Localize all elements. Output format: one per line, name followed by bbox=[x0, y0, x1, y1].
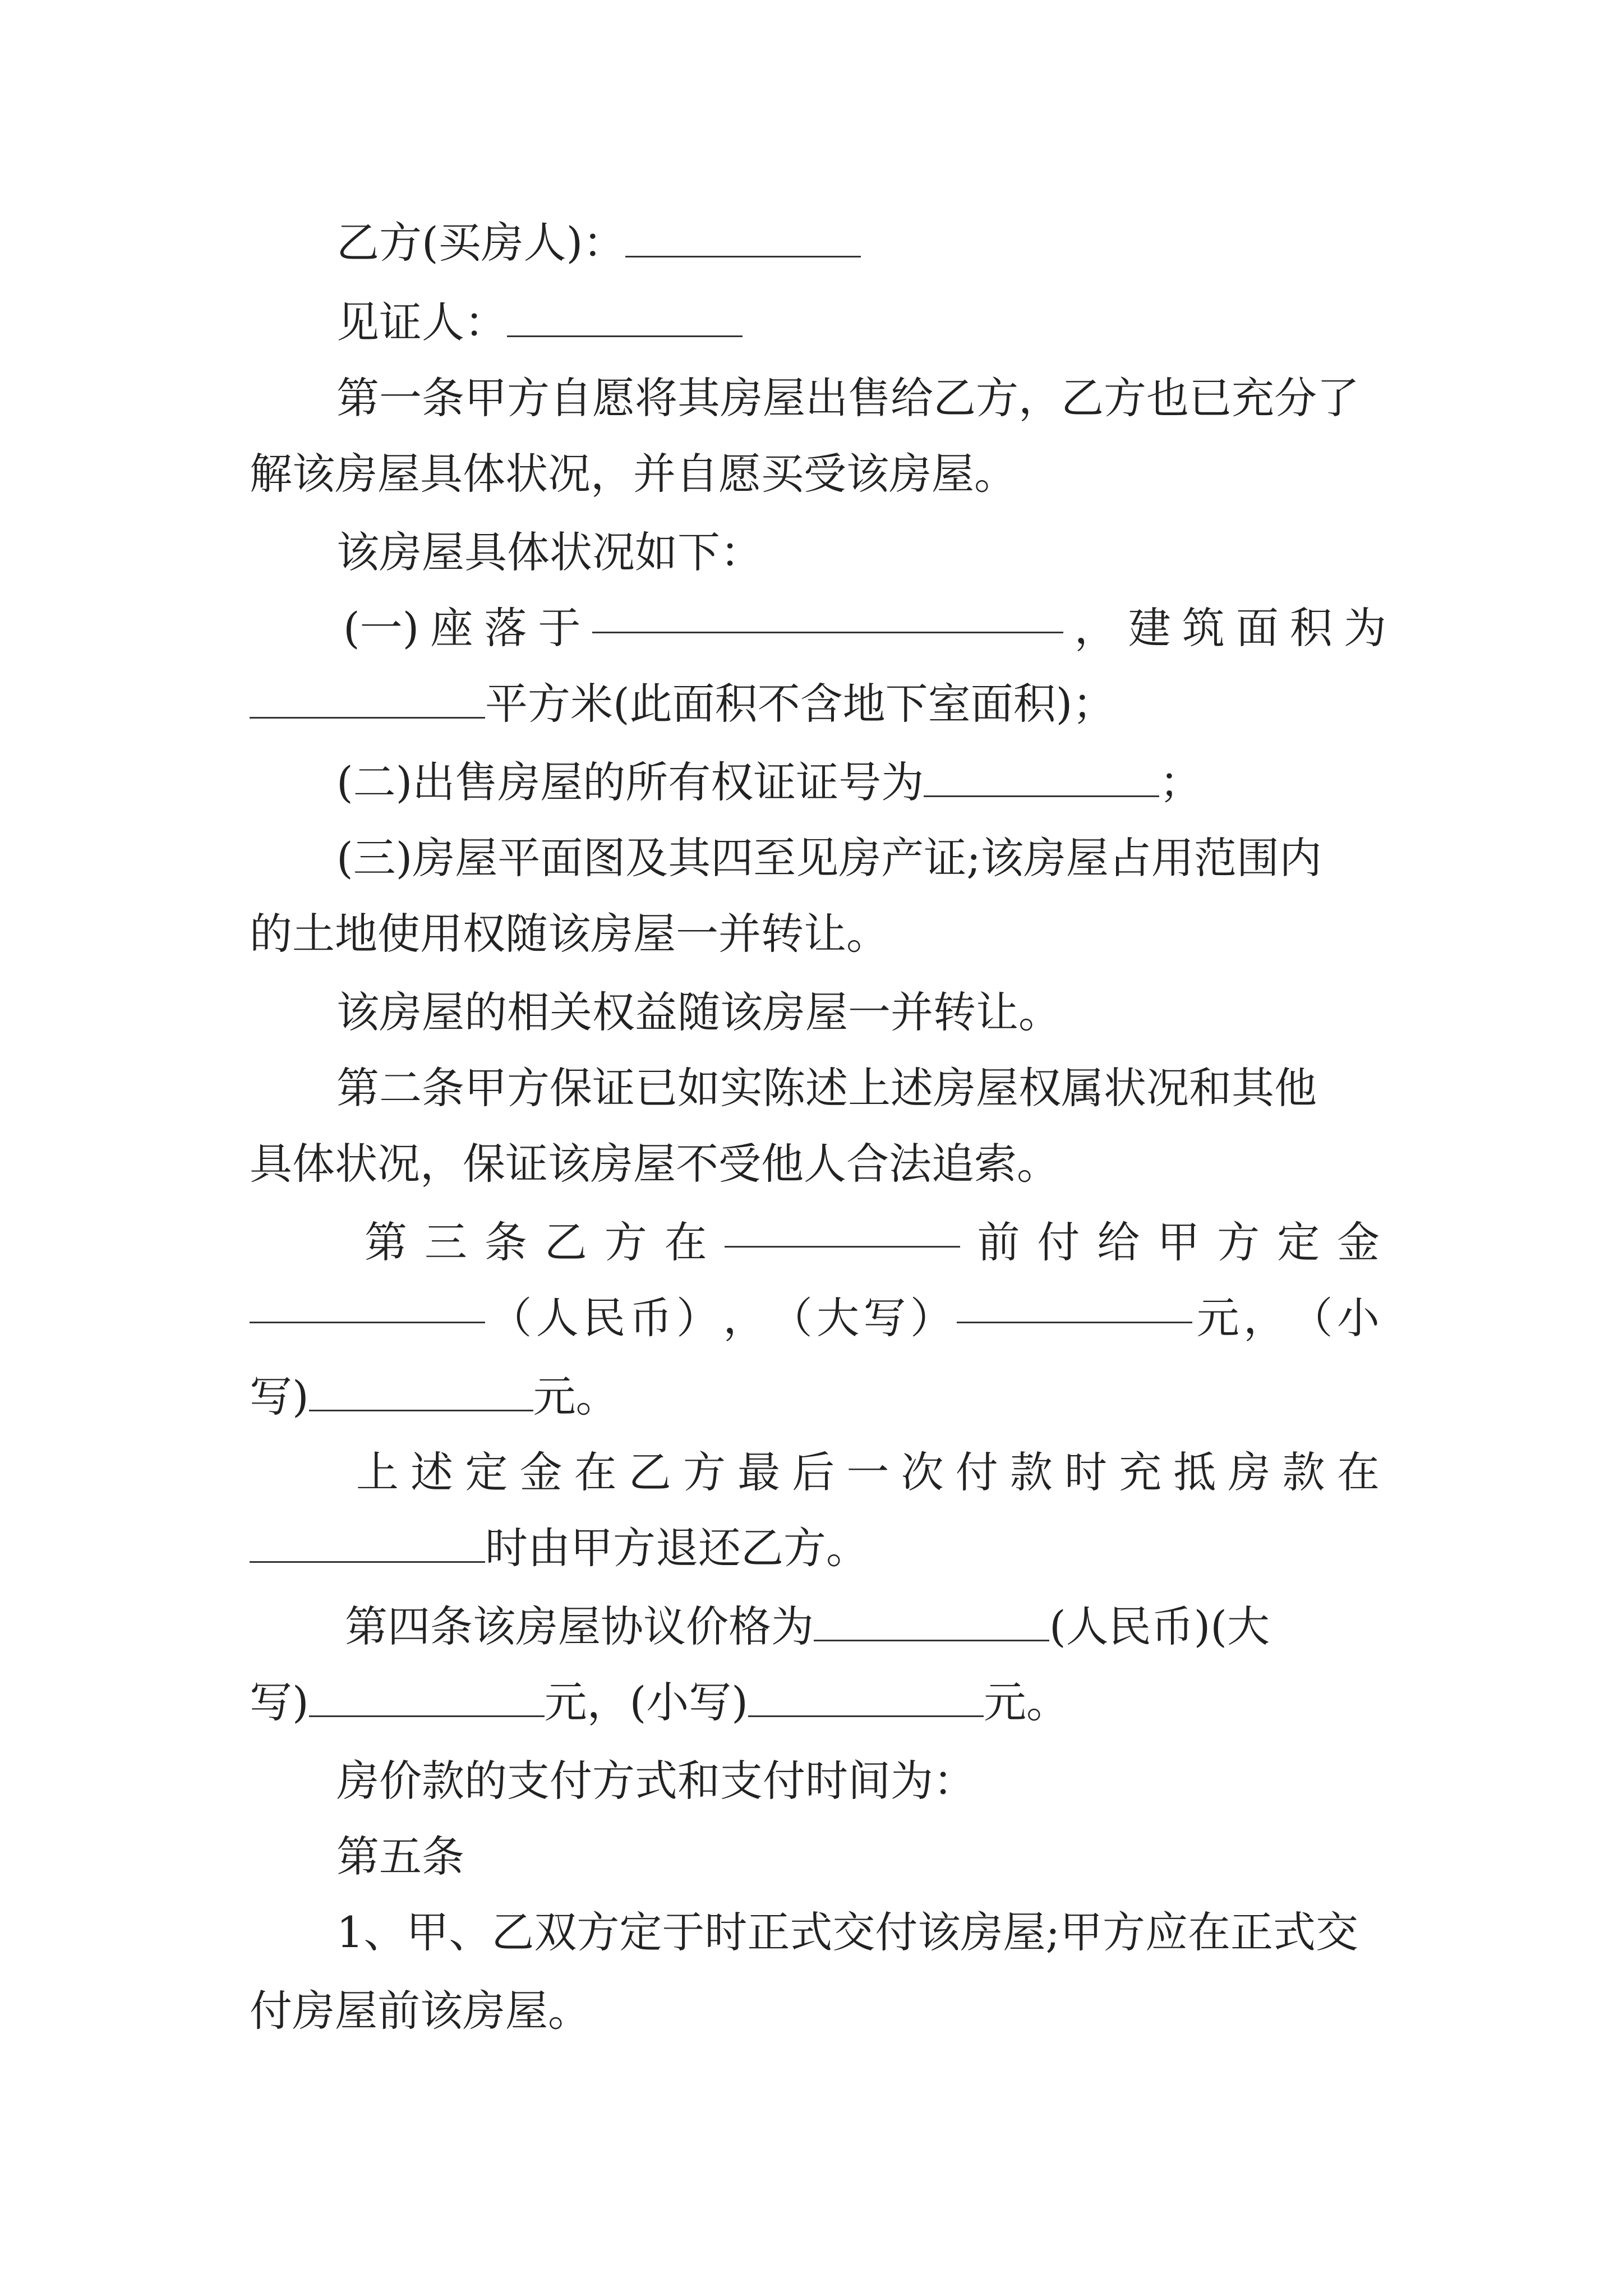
article5-item1-line1: 1、甲、乙双方定于时正式交付该房屋;甲方应在正式交 bbox=[336, 1907, 1358, 1957]
article3-line3 bbox=[250, 1369, 619, 1425]
article3-char: 人 bbox=[536, 1293, 579, 1343]
article3-char: 方 bbox=[1217, 1217, 1260, 1267]
article3-line1 bbox=[365, 1214, 1380, 1271]
price-currency: (人民币)(大 bbox=[1049, 1602, 1270, 1651]
related-rights-line: 该房屋的相关权益随该房屋一并转让。 bbox=[336, 987, 1061, 1037]
article3-line2 bbox=[250, 1290, 1380, 1346]
item2-line bbox=[336, 754, 1202, 811]
article3-char: 小 bbox=[1336, 1293, 1380, 1343]
certificate-blank[interactable] bbox=[924, 764, 1159, 797]
deposit-char: 方 bbox=[683, 1447, 726, 1497]
article5-heading: 第五条 bbox=[336, 1832, 464, 1881]
buyer-blank[interactable] bbox=[625, 224, 861, 257]
deposit-char: 付 bbox=[955, 1447, 998, 1497]
item3-line1: (三)房屋平面图及其四至见房产证;该房屋占用范围内 bbox=[336, 833, 1322, 883]
deposit-char: 在 bbox=[574, 1447, 617, 1497]
refund-text: 时由甲方退还乙方。 bbox=[485, 1523, 869, 1573]
buyer-line bbox=[336, 215, 861, 271]
article3-char: 元 bbox=[1196, 1293, 1239, 1343]
deposit-char: 述 bbox=[411, 1447, 454, 1497]
article1-line1: 第一条甲方自愿将其房屋出售给乙方，乙方也已充分了 bbox=[336, 373, 1359, 423]
article3-char: 在 bbox=[664, 1217, 707, 1267]
item1-char: 筑 bbox=[1182, 603, 1225, 653]
article3-char: ） bbox=[676, 1293, 719, 1343]
payment-method-line: 房价款的支付方式和支付时间为： bbox=[336, 1756, 976, 1806]
article3-char: ） bbox=[910, 1293, 953, 1343]
item1-char: 积 bbox=[1289, 603, 1332, 653]
article4-line2 bbox=[250, 1674, 1069, 1731]
deposit-char: 金 bbox=[519, 1447, 562, 1497]
item1-char: 落 bbox=[484, 603, 527, 653]
uppercase-end-label: 写) bbox=[250, 1677, 309, 1727]
deposit-char: 款 bbox=[1282, 1447, 1325, 1497]
deposit-char: 一 bbox=[846, 1447, 889, 1497]
article3-char: 第 bbox=[365, 1217, 407, 1267]
item1-line1 bbox=[343, 600, 1386, 656]
lowercase-mid-label: 元，(小写) bbox=[544, 1677, 748, 1727]
price-blank[interactable] bbox=[814, 1608, 1049, 1641]
lowercase-label: 写) bbox=[250, 1372, 309, 1421]
item1-char: 面 bbox=[1235, 603, 1279, 653]
article3-char: 币 bbox=[629, 1293, 672, 1343]
area-text: 平方米(此面积不含地下室面积)； bbox=[485, 679, 1115, 729]
location-blank[interactable] bbox=[592, 600, 1063, 633]
deposit-char: 乙 bbox=[628, 1447, 671, 1497]
article3-char: 定 bbox=[1277, 1217, 1320, 1267]
deposit-char: 在 bbox=[1336, 1447, 1380, 1497]
item1-char: 于 bbox=[538, 603, 581, 653]
refund-time-blank[interactable] bbox=[250, 1530, 485, 1563]
item3-line2: 的土地使用权随该房屋一并转让。 bbox=[250, 909, 889, 959]
witness-line bbox=[336, 295, 743, 351]
property-status-heading: 该房屋具体状况如下： bbox=[336, 527, 763, 577]
article3-char: 给 bbox=[1097, 1217, 1140, 1267]
item1-char: (一) bbox=[343, 603, 419, 653]
yuan-end: 元。 bbox=[983, 1677, 1069, 1727]
item1-char: ， bbox=[1074, 603, 1117, 653]
price-lowercase-blank[interactable] bbox=[748, 1684, 984, 1717]
article1-line2: 解该房屋具体状况，并自愿买受该房屋。 bbox=[250, 449, 1017, 499]
price-label: 第四条该房屋协议价格为 bbox=[345, 1602, 814, 1651]
article3-char: ， bbox=[1243, 1293, 1287, 1343]
area-blank[interactable] bbox=[250, 685, 485, 719]
article3-char: 民 bbox=[583, 1293, 626, 1343]
deposit-char: 最 bbox=[737, 1447, 781, 1497]
article3-char: 条 bbox=[484, 1217, 527, 1267]
deposit-offset-line1 bbox=[356, 1444, 1380, 1501]
item1-char: 座 bbox=[430, 603, 473, 653]
deposit-uppercase-blank[interactable] bbox=[957, 1290, 1192, 1323]
article3-char: 写 bbox=[863, 1293, 906, 1343]
article3-char: 甲 bbox=[1157, 1217, 1200, 1267]
article3-char: 三 bbox=[424, 1217, 467, 1267]
deposit-char: 定 bbox=[465, 1447, 508, 1497]
witness-blank[interactable] bbox=[507, 304, 743, 337]
deposit-lowercase-blank[interactable] bbox=[309, 1378, 533, 1411]
deposit-char: 房 bbox=[1228, 1447, 1271, 1497]
article5-item1-line2: 付房屋前该房屋。 bbox=[250, 1986, 591, 2036]
article3-char: 前 bbox=[977, 1217, 1020, 1267]
deposit-char: 抵 bbox=[1173, 1447, 1216, 1497]
article3-char: （ bbox=[489, 1293, 532, 1343]
article3-char: 方 bbox=[604, 1217, 647, 1267]
buyer-label: 乙方(买房人)： bbox=[336, 218, 626, 268]
deposit-date-blank[interactable] bbox=[725, 1214, 960, 1248]
witness-label: 见证人： bbox=[336, 297, 507, 347]
item1-char: 建 bbox=[1128, 603, 1171, 653]
article3-char: 付 bbox=[1037, 1217, 1080, 1267]
certificate-end: ； bbox=[1159, 757, 1202, 807]
price-uppercase-blank[interactable] bbox=[309, 1684, 545, 1717]
article3-char: ， bbox=[723, 1293, 766, 1343]
article2-line1: 第二条甲方保证已如实陈述上述房屋权属状况和其他 bbox=[336, 1063, 1317, 1113]
article3-char: （ bbox=[769, 1293, 813, 1343]
article3-char: 金 bbox=[1336, 1217, 1380, 1267]
yuan-end: 元。 bbox=[533, 1372, 619, 1421]
deposit-char: 款 bbox=[1009, 1447, 1053, 1497]
deposit-char: 次 bbox=[901, 1447, 944, 1497]
article3-char: （ bbox=[1290, 1293, 1333, 1343]
article3-char: 乙 bbox=[544, 1217, 587, 1267]
item1-line2 bbox=[250, 676, 1115, 732]
article2-line2: 具体状况，保证该房屋不受他人合法追索。 bbox=[250, 1139, 1059, 1189]
certificate-label: (二)出售房屋的所有权证证号为 bbox=[336, 757, 924, 807]
deposit-char: 时 bbox=[1064, 1447, 1108, 1497]
deposit-char: 后 bbox=[792, 1447, 835, 1497]
item1-char: 为 bbox=[1343, 603, 1386, 653]
deposit-offset-line2 bbox=[250, 1520, 869, 1576]
article3-char: 大 bbox=[817, 1293, 860, 1343]
deposit-char: 上 bbox=[356, 1447, 399, 1497]
deposit-amount-blank[interactable] bbox=[250, 1290, 485, 1323]
deposit-char: 充 bbox=[1119, 1447, 1162, 1497]
article4-line1 bbox=[345, 1599, 1270, 1655]
